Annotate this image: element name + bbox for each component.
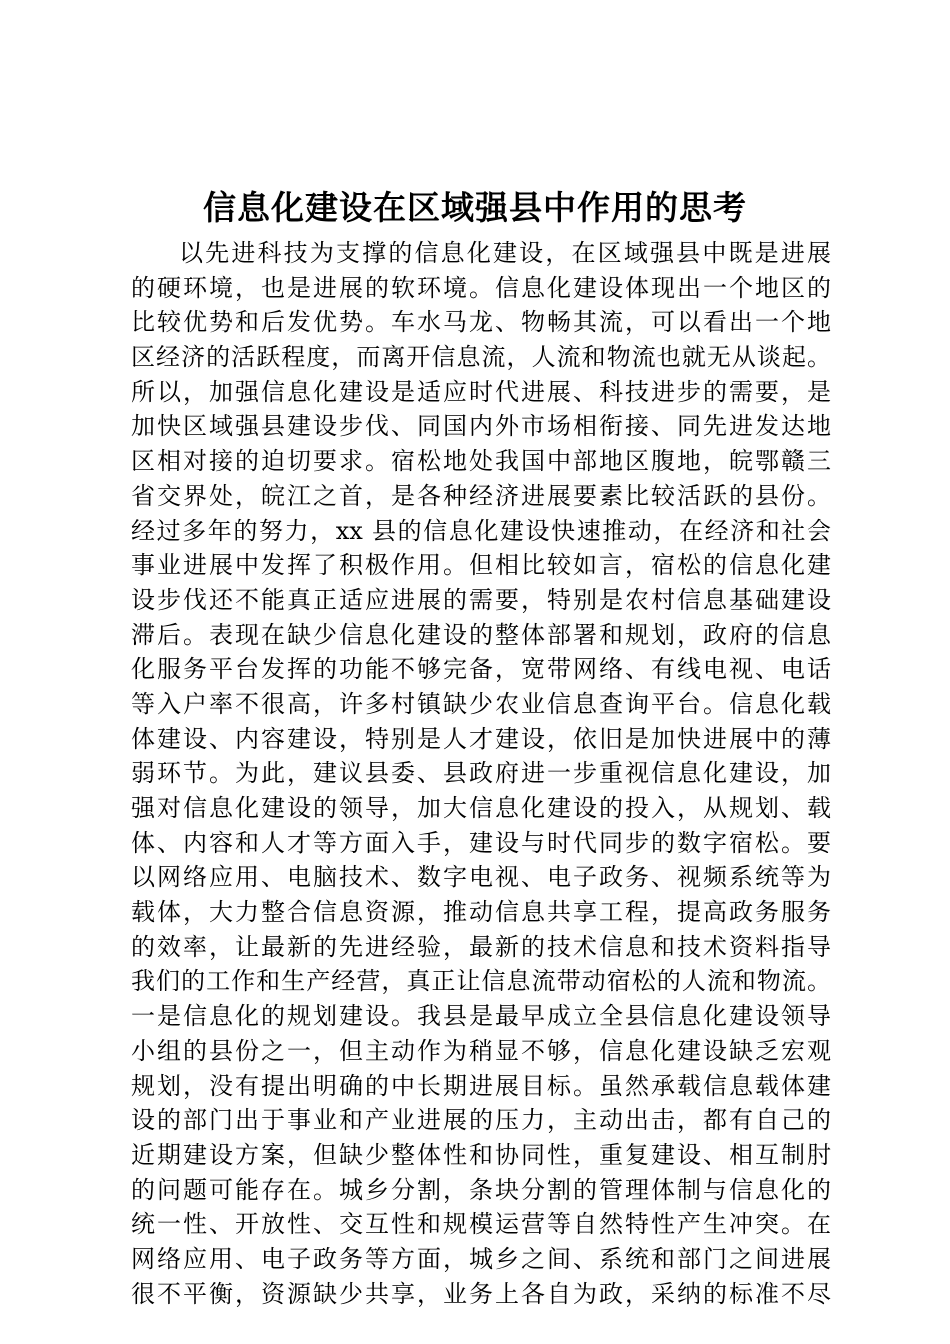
body-line: 以先进科技为支撑的信息化建设，在区域强县中既是进展 — [179, 239, 831, 267]
body-line: 强对信息化建设的领导，加大信息化建设的投入，从规划、载 — [131, 794, 831, 822]
body-line: 的效率，让最新的先进经验，最新的技术信息和技术资料指导 — [131, 932, 831, 961]
body-line: 一是信息化的规划建设。我县是最早成立全县信息化建设领导 — [131, 1002, 831, 1031]
body-line: 体、内容和人才等方面入手，建设与时代同步的数字宿松。要 — [131, 828, 831, 857]
document-body — [131, 236, 831, 1311]
body-line: 近期建设方案，但缺少整体性和协同性，重复建设、相互制肘 — [131, 1140, 831, 1169]
body-line: 加快区域强县建设步伐、同国内外市场相衔接、同先进发达地 — [131, 412, 831, 441]
body-line: 事业进展中发挥了积极作用。但相比较如言，宿松的信息化建 — [131, 551, 831, 580]
body-line: 省交界处，皖江之首，是各种经济进展要素比较活跃的县份。 — [131, 481, 831, 510]
body-line: 很不平衡，资源缺少共享，业务上各自为政，采纳的标准不尽 — [131, 1279, 831, 1308]
body-line: 的问题可能存在。城乡分割，条块分割的管理体制与信息化的 — [131, 1175, 831, 1204]
body-line: 设步伐还不能真正适应进展的需要，特别是农村信息基础建设 — [131, 585, 831, 614]
body-line: 小组的县份之一，但主动作为稍显不够，信息化建设缺乏宏观 — [131, 1036, 831, 1065]
body-line: 载体，大力整合信息资源，推动信息共享工程，提高政务服务 — [131, 898, 831, 927]
body-line: 网络应用、电子政务等方面，城乡之间、系统和部门之间进展 — [131, 1244, 831, 1273]
body-line: 设的部门出于事业和产业进展的压力，主动出击，都有自己的 — [131, 1106, 831, 1135]
body-line: 弱环节。为此，建议县委、县政府进一步重视信息化建设，加 — [131, 759, 831, 788]
body-line: 规划，没有提出明确的中长期进展目标。虽然承载信息载体建 — [131, 1071, 831, 1100]
body-line: 经过多年的努力，xx 县的信息化建设快速推动，在经济和社会 — [131, 516, 831, 545]
body-line: 以网络应用、电脑技术、数字电视、电子政务、视频系统等为 — [131, 863, 831, 892]
body-line: 体建设、内容建设，特别是人才建设，依旧是加快进展中的薄 — [131, 724, 831, 753]
body-line: 化服务平台发挥的功能不够完备，宽带网络、有线电视、电话 — [131, 655, 831, 684]
body-line: 的硬环境，也是进展的软环境。信息化建设体现出一个地区的 — [131, 273, 831, 302]
document-title: 信息化建设在区域强县中作用的思考 — [203, 188, 747, 227]
body-line: 我们的工作和生产经营，真正让信息流带动宿松的人流和物流。 — [131, 967, 831, 996]
body-line: 区经济的活跃程度，而离开信息流，人流和物流也就无从谈起。 — [131, 343, 831, 372]
body-line: 比较优势和后发优势。车水马龙、物畅其流，可以看出一个地 — [131, 308, 831, 337]
body-line: 所以，加强信息化建设是适应时代进展、科技进步的需要，是 — [131, 377, 831, 406]
body-line: 等入户率不很高，许多村镇缺少农业信息查询平台。信息化载 — [131, 689, 831, 718]
body-line: 统一性、开放性、交互性和规模运营等自然特性产生冲突。在 — [131, 1210, 831, 1239]
body-line: 区相对接的迫切要求。宿松地处我国中部地区腹地，皖鄂赣三 — [131, 447, 831, 476]
body-line: 滞后。表现在缺少信息化建设的整体部署和规划，政府的信息 — [131, 620, 831, 649]
